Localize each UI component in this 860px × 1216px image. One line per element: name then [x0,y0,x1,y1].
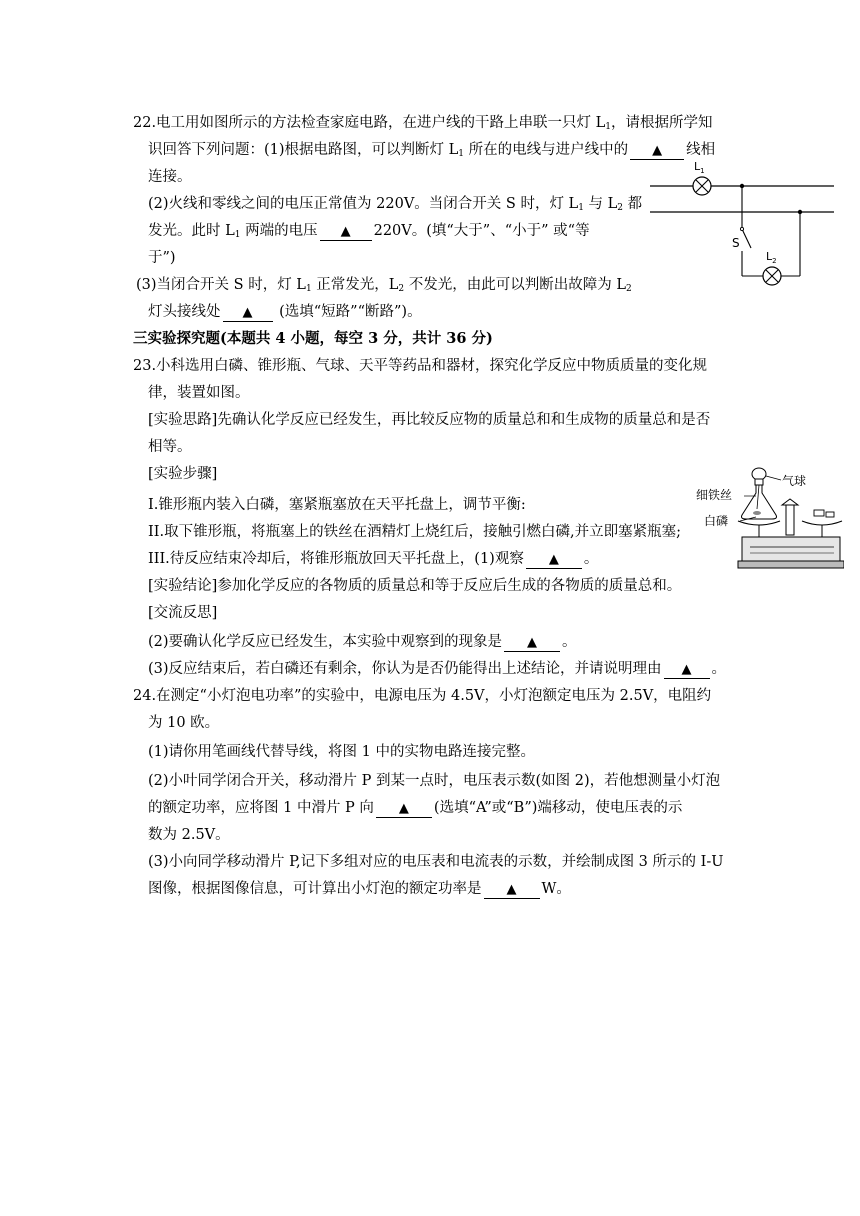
iron-wire-label: 细铁丝 [696,488,733,502]
q23-line9: [实验结论]参加化学反应的各物质的质量总和等于反应后生成的各物质的质量总和。 [148,578,682,594]
q23-line4: 相等。 [148,439,192,455]
q23-line2: 律，装置如图。 [148,385,250,401]
q23-line8: III.待反应结束冷却后，将锥形瓶放回天平托盘上，(1)观察 ▲ 。 [148,551,599,567]
q23-line11: (2)要确认化学反应已经发生，本实验中观察到的现象是 ▲ 。 [148,634,577,650]
q23-line1: 23.小科选用白磷、锥形瓶、气球、天平等药品和器材，探究化学反应中物质质量的变化规 [133,358,708,374]
q22-line5: 发光。此时 $L_1$ 两端的电压 ▲ 220V。(填“大于”、“小于” 或“等 [148,223,590,240]
q24-line7: (3)小向同学移动滑片 P,记下多组对应的电压表和电流表的示数，并绘制成图 3 所示的 I-U [148,854,724,870]
q22-line8: 灯头接线处 ▲ (选填“短路”“断路”)。 [148,304,422,320]
q24-line2: 为 10 欧。 [148,715,220,731]
q23-line3: [实验思路]先确认化学反应已经发生，再比较反应物的质量总和和生成物的质量总和是否 [148,412,711,428]
q22-line2: 识回答下列问题：(1)根据电路图，可以判断灯 $L_1$ 所在的电线与进户线中的 ▲ 线相 [148,142,716,159]
lamp-l1-label: $L_1$ [694,160,705,175]
answer-blank[interactable]: ▲ [526,551,582,569]
balance-apparatus-figure [694,463,844,573]
q23-line5: [实验步骤] [148,466,218,482]
answer-blank[interactable]: ▲ [320,223,372,241]
q24-line4: (2)小叶同学闭合开关，移动滑片 P 到某一点时，电压表示数(如图 2)，若他想测量小灯泡 [148,773,721,789]
q24-line1: 24.在测定“小灯泡电功率”的实验中，电源电压为 4.5V，小灯泡额定电压为 2.5V，电阻约 [133,688,712,704]
q24-line6: 数为 2.5V。 [148,827,230,843]
q23-line10: [交流反思] [148,605,218,621]
q24-line3: (1)请你用笔画线代替导线，将图 1 中的实物电路连接完整。 [148,744,535,760]
answer-blank[interactable]: ▲ [484,881,540,899]
switch-s-label: S [732,236,740,250]
q23-line7: II.取下锥形瓶，将瓶塞上的铁丝在酒精灯上烧红后，接触引燃白磷,并立即塞紧瓶塞; [148,524,682,540]
answer-blank[interactable]: ▲ [223,304,273,322]
answer-blank[interactable]: ▲ [504,634,560,652]
q22-line7: (3)当闭合开关 S 时，灯 $L_1$ 正常发光，$L_2$ 不发光，由此可以判断出故障为 $L_2$ [136,277,632,294]
q22-line1: 22.电工用如图所示的方法检查家庭电路，在进户线的干路上串联一只灯 $L_1$，请根据所学知 [133,115,713,132]
section-heading: 三实验探究题(本题共 4 小题，每空 3 分，共计 36 分) [133,330,493,347]
q24-line8: 图像，根据图像信息，可计算出小灯泡的额定功率是 ▲ W。 [148,881,571,897]
answer-blank[interactable]: ▲ [376,800,432,818]
answer-blank[interactable]: ▲ [630,142,684,160]
q23-line12: (3)反应结束后，若白磷还有剩余，你认为是否仍能得出上述结论，并请说明理由 ▲ 。 [148,661,727,677]
q22-line3: 连接。 [148,169,192,185]
answer-blank[interactable]: ▲ [664,661,710,679]
lamp-l2-label: $L_2$ [766,250,777,265]
q24-line5: 的额定功率，应将图 1 中滑片 P 向 ▲ (选填“A”或“B”)端移动，使电压表的示 [148,800,683,816]
q22-line6: 于”) [148,250,176,266]
balloon-label: 气球 [782,474,807,488]
q23-line6: I.锥形瓶内装入白磷，塞紧瓶塞放在天平托盘上，调节平衡: [148,497,526,513]
circuit-diagram [648,150,836,295]
q22-line4: (2)火线和零线之间的电压正常值为 220V。当闭合开关 S 时，灯 $L_1$ 与 $L_2$ 都 [148,196,643,213]
phosphorus-label: 白磷 [704,514,729,528]
